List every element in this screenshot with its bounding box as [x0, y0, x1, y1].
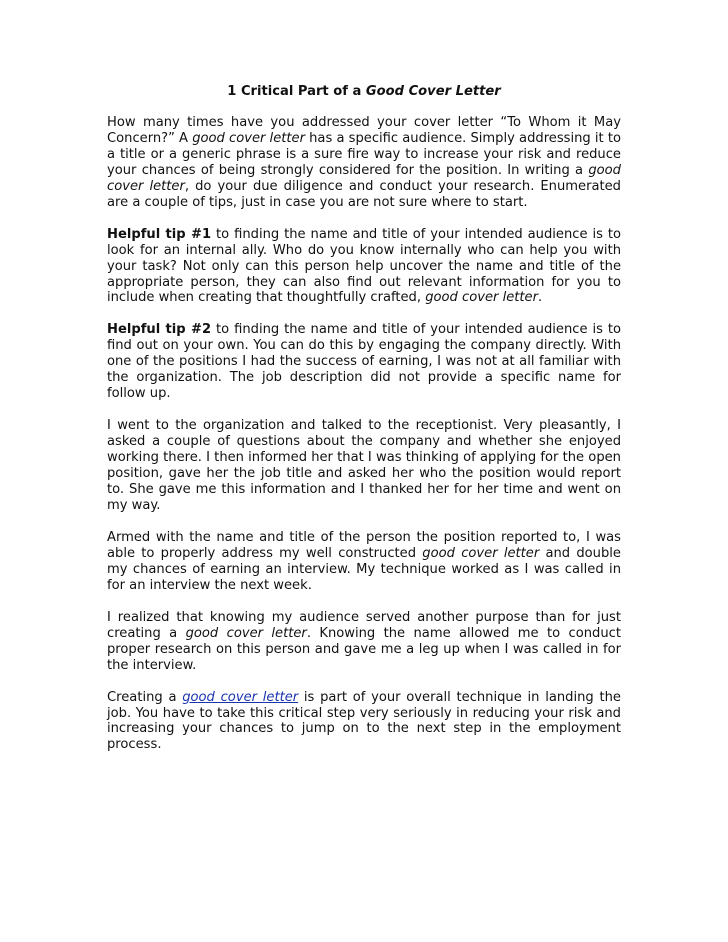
document-title [107, 84, 621, 100]
text-run: I went to the organization and talked to the receptionist. Very pleasantly, I asked a couple of questions about the company and whether she enjoyed working there. I then informed her that I was thinking of applying for the open position, gave her the job title and asked her who the position would report to. She gave me this information and I thanked her for her time and went on my way. [107, 418, 621, 513]
text-run: I realized that knowing my audience served another purpose than for just creating a [107, 609, 621, 641]
paragraph-tip-1 [107, 227, 621, 307]
title-emphasis: Good Cover Letter [365, 84, 501, 99]
text-run: Armed with the name and title of the person the position reported to, I was able to properly address my well constructed [107, 529, 621, 561]
paragraph-realized [107, 610, 621, 674]
text-run: How many times have you addressed your cover letter “To Whom it May Concern?” A [107, 114, 621, 146]
good-cover-letter-link[interactable]: good cover letter [182, 689, 299, 705]
paragraph-tip-2 [107, 322, 621, 402]
italic-phrase: good cover letter [192, 130, 305, 146]
text-run: . [537, 290, 543, 306]
text-run: Creating a [107, 689, 183, 705]
tip-2-heading: Helpful tip #2 [107, 322, 212, 338]
document-page [107, 84, 621, 769]
text-run: and double my chances of earning an interview. My technique worked as I was called in for an interview the next week. [107, 545, 621, 593]
text-run: is part of your overall technique in landing the job. You have to take this critical step very seriously in reducing your risk and increasing your chances to jump on to the next step in the employment process. [107, 689, 621, 753]
text-run: , do your due diligence and conduct your research. Enumerated are a couple of tips, just in case you are not sure where to start. [107, 178, 621, 210]
paragraph-conclusion [107, 690, 621, 754]
italic-phrase: good cover letter [185, 625, 307, 641]
title-prefix: 1 Critical Part of a [227, 84, 366, 99]
italic-phrase: good cover letter [425, 290, 538, 306]
paragraph-intro [107, 115, 621, 211]
paragraph-armed [107, 530, 621, 594]
italic-phrase: good cover letter [107, 162, 621, 194]
italic-phrase: good cover letter [422, 545, 540, 561]
text-run: has a specific audience. Simply addressing it to a title or a generic phrase is a sure fire way to increase your risk and reduce your chances of being strongly considered for the position. In writing a [107, 130, 621, 178]
text-run: . Knowing the name allowed me to conduct proper research on this person and gave me a leg up when I was called in for the interview. [107, 625, 621, 673]
text-run: to finding the name and title of your intended audience is to look for an internal ally. Who do you know internally who can help you with your task? Not only can this person help uncover the name and title of the appropriate person, they can also find out relevant information for you to include when creating that thoughtfully crafted, [107, 226, 622, 306]
tip-1-heading: Helpful tip #1 [107, 226, 212, 242]
paragraph-receptionist [107, 418, 621, 514]
text-run: to finding the name and title of your intended audience is to find out on your own. You can do this by engaging the company directly. With one of the positions I had the success of earning, I was not at all familiar with the organization. The job description did not provide a specific name for follow up. [107, 322, 622, 402]
